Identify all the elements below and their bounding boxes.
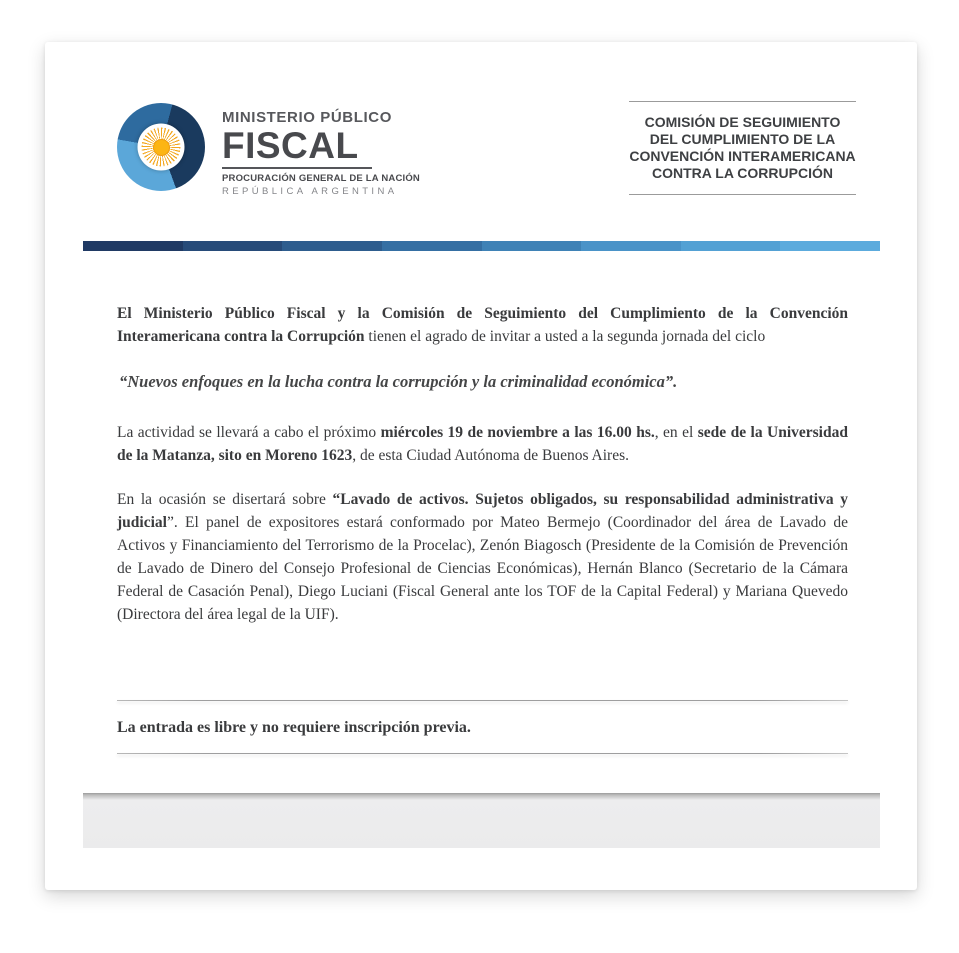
- cycle-title-quote: “Nuevos enfoques en la lucha contra la corrupción y la criminalidad económica”.: [119, 372, 678, 391]
- footer-rule-top: [117, 700, 848, 701]
- logo-republica: REPÚBLICA ARGENTINA: [222, 186, 398, 197]
- sun-core: [153, 139, 170, 156]
- bar-segment-5: [482, 241, 582, 251]
- emblem-inner-disc: [138, 124, 185, 171]
- bar-segment-4: [382, 241, 482, 251]
- logo-ministerio-publico: MINISTERIO PÚBLICO: [222, 109, 392, 126]
- p3-regular-1: En la ocasión se disertará sobre: [117, 491, 333, 508]
- commission-line-2: DEL CUMPLIMIENTO DE LA: [649, 131, 836, 147]
- bar-segment-3: [282, 241, 382, 251]
- bar-segment-7: [681, 241, 781, 251]
- bar-segment-6: [581, 241, 681, 251]
- invitation-document: [45, 42, 917, 890]
- mpf-logo-lockup: [222, 109, 420, 198]
- free-entry-note: La entrada es libre y no requiere inscripción previa.: [117, 719, 471, 736]
- p3-regular-2: ”. El panel de expositores estará conformado por Mateo Bermejo (Coordinador del área de Lavado de Activos y Financiamiento del Terrorismo de la Procelac), Zenón Biagosch (Presidente de la Comisión de Prevención de Lavado de Dinero del Consejo Profesional de Ciencias Económicas), Hernán Blanco (Secretario de la Cámara Federal de Casación Penal), Diego Luciani (Fiscal General ante los TOF de la Capital Federal) y Mariana Quevedo (Directora del área legal de la UIF).: [117, 514, 848, 623]
- blue-divider-bar: [83, 241, 880, 251]
- footer-gray-bar: [83, 793, 880, 848]
- bar-segment-1: [83, 241, 183, 251]
- footer-rule-bottom: [117, 753, 848, 754]
- commission-line-1: COMISIÓN DE SEGUIMIENTO: [644, 114, 841, 130]
- p2-regular-3: , de esta Ciudad Autónoma de Buenos Aires.: [352, 447, 630, 464]
- bar-segment-8: [780, 241, 880, 251]
- sun-icon: [142, 128, 181, 167]
- intro-paragraph: [117, 302, 848, 348]
- p2-venue: sede de la Universidad de la Matanza, sito en Moreno 1623: [117, 424, 848, 464]
- event-details-paragraph: [117, 421, 848, 467]
- intro-paragraph-bold: El Ministerio Público Fiscal y la Comisión de Seguimiento del Cumplimiento de la Convención Interamericana contra la Corrupción: [117, 305, 848, 345]
- mpf-emblem-icon: [117, 103, 205, 191]
- logo-fiscal: FISCAL: [222, 125, 359, 166]
- commission-title-box: [629, 101, 856, 195]
- logo-divider-line: [222, 167, 372, 169]
- logo-procuracion: PROCURACIÓN GENERAL DE LA NACIÓN: [222, 173, 420, 184]
- commission-line-4: CONTRA LA CORRUPCIÓN: [652, 165, 833, 181]
- p2-date-time: miércoles 19 de noviembre a las 16.00 hs.: [380, 424, 655, 441]
- p2-regular-1: La actividad se llevará a cabo el próximo: [117, 424, 381, 441]
- speakers-paragraph: [117, 488, 848, 626]
- p3-topic: “Lavado de activos. Sujetos obligados, su responsabilidad administrativa y judicial: [117, 491, 848, 531]
- intro-paragraph-regular: tienen el agrado de invitar a usted a la segunda jornada del ciclo: [364, 328, 766, 345]
- p2-regular-2: , en el: [654, 424, 698, 441]
- bar-segment-2: [183, 241, 283, 251]
- commission-line-3: CONVENCIÓN INTERAMERICANA: [629, 148, 856, 164]
